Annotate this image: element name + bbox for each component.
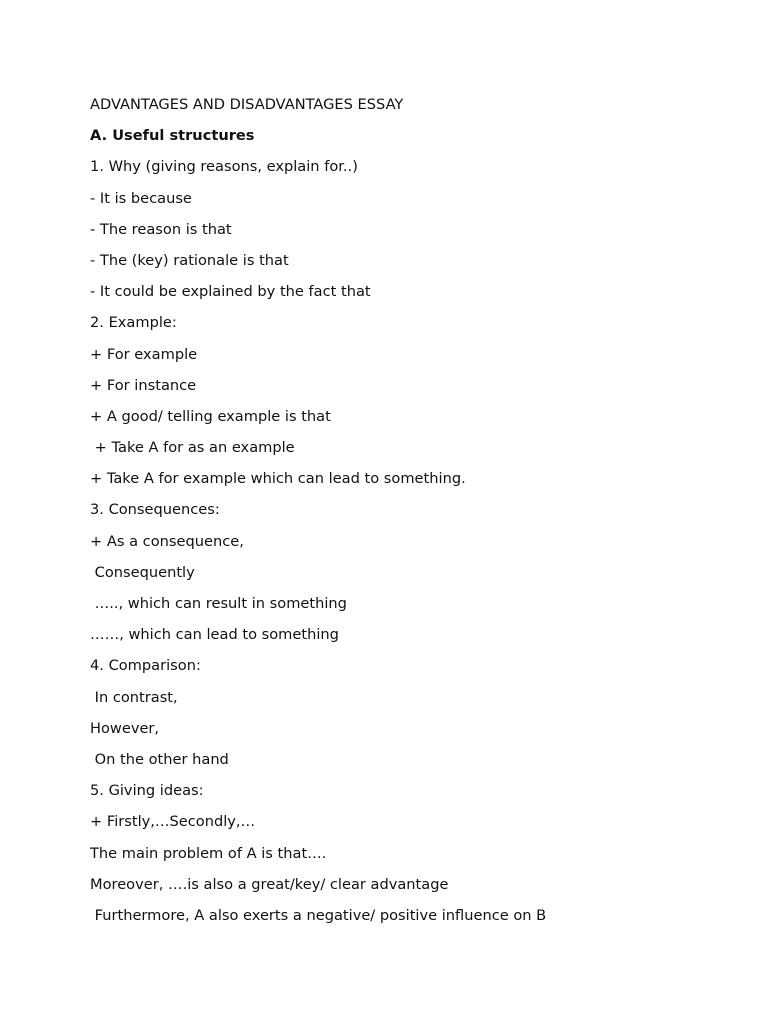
text-line: However, — [90, 719, 160, 737]
document-title: ADVANTAGES AND DISADVANTAGES ESSAY — [90, 96, 404, 113]
text-line: Moreover, ….is also a great/key/ clear advantage — [90, 875, 449, 893]
text-line: ….., which can result in something — [90, 595, 347, 612]
text-line: + Take A for as an example — [90, 439, 295, 457]
text-line: Furthermore, A also exerts a negative/ positive influence on B — [90, 906, 547, 924]
text-line: + For instance — [90, 376, 197, 394]
text-line: 5. Giving ideas: — [90, 782, 204, 800]
text-line: On the other hand — [90, 750, 229, 768]
text-line: + As a consequence, — [90, 532, 244, 550]
text-line: In contrast, — [90, 688, 178, 706]
text-line: 3. Consequences: — [90, 501, 220, 519]
text-line: 4. Comparison: — [90, 657, 201, 675]
text-line: - The (key) rationale is that — [90, 251, 289, 269]
text-line: Consequently — [90, 563, 195, 581]
text-line: + A good/ telling example is that — [90, 407, 331, 425]
text-line: - The reason is that — [90, 220, 232, 238]
text-line: 2. Example: — [90, 314, 177, 332]
section-heading: A. Useful structures — [90, 127, 255, 145]
text-line: - It is because — [90, 189, 192, 207]
text-line: + For example — [90, 345, 198, 363]
text-line: The main problem of A is that…. — [90, 844, 327, 862]
text-line: + Firstly,…Secondly,… — [90, 813, 256, 831]
text-line: + Take A for example which can lead to something. — [90, 470, 466, 488]
text-line: ……, which can lead to something — [90, 626, 339, 644]
document-body — [90, 89, 730, 931]
text-line: 1. Why (giving reasons, explain for..) — [90, 158, 358, 176]
text-line: - It could be explained by the fact that — [90, 283, 371, 301]
